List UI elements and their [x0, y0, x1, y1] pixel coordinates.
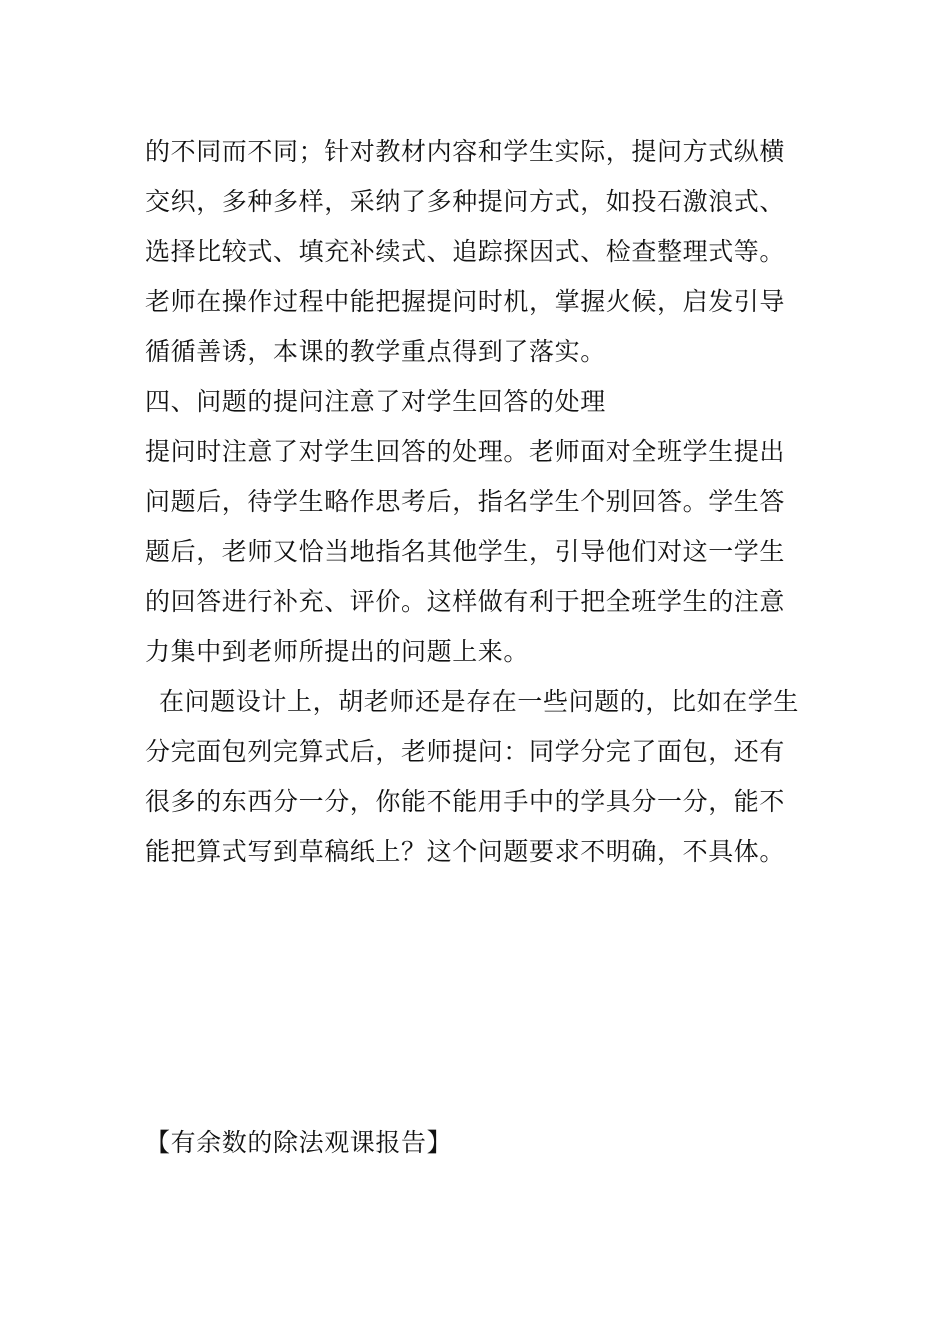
paragraph-line: 循循善诱，本课的教学重点得到了落实。 [145, 337, 606, 366]
paragraph-line: 老师在操作过程中能把握提问时机，掌握火候，启发引导 [145, 287, 786, 316]
paragraph-line: 的回答进行补充、评价。这样做有利于把全班学生的注意 [145, 587, 786, 616]
paragraph-line: 交织，多种多样，采纳了多种提问方式，如投石激浪式、 [145, 187, 786, 216]
paragraph-line: 在问题设计上，胡老师还是存在一些问题的，比如在学生 [159, 687, 800, 716]
paragraph-line: 能把算式写到草稿纸上？这个问题要求不明确，不具体。 [145, 837, 786, 866]
paragraph-line: 提问时注意了对学生回答的处理。老师面对全班学生提出 [145, 437, 786, 466]
body-text [145, 127, 810, 877]
paragraph-line: 问题后，待学生略作思考后，指名学生个别回答。学生答 [145, 487, 786, 516]
paragraph-line: 分完面包列完算式后，老师提问：同学分完了面包，还有 [145, 737, 786, 766]
paragraph-line: 选择比较式、填充补续式、追踪探因式、检查整理式等。 [145, 237, 786, 266]
report-title: 【有余数的除法观课报告】 [145, 1128, 453, 1157]
paragraph-line: 的不同而不同；针对教材内容和学生实际，提问方式纵横 [145, 137, 786, 166]
paragraph-line: 很多的东西分一分，你能不能用手中的学具分一分，能不 [145, 787, 786, 816]
paragraph-line: 题后，老师又恰当地指名其他学生，引导他们对这一学生 [145, 537, 786, 566]
paragraph-line: 力集中到老师所提出的问题上来。 [145, 637, 530, 666]
section-heading: 四、问题的提问注意了对学生回答的处理 [145, 387, 606, 416]
